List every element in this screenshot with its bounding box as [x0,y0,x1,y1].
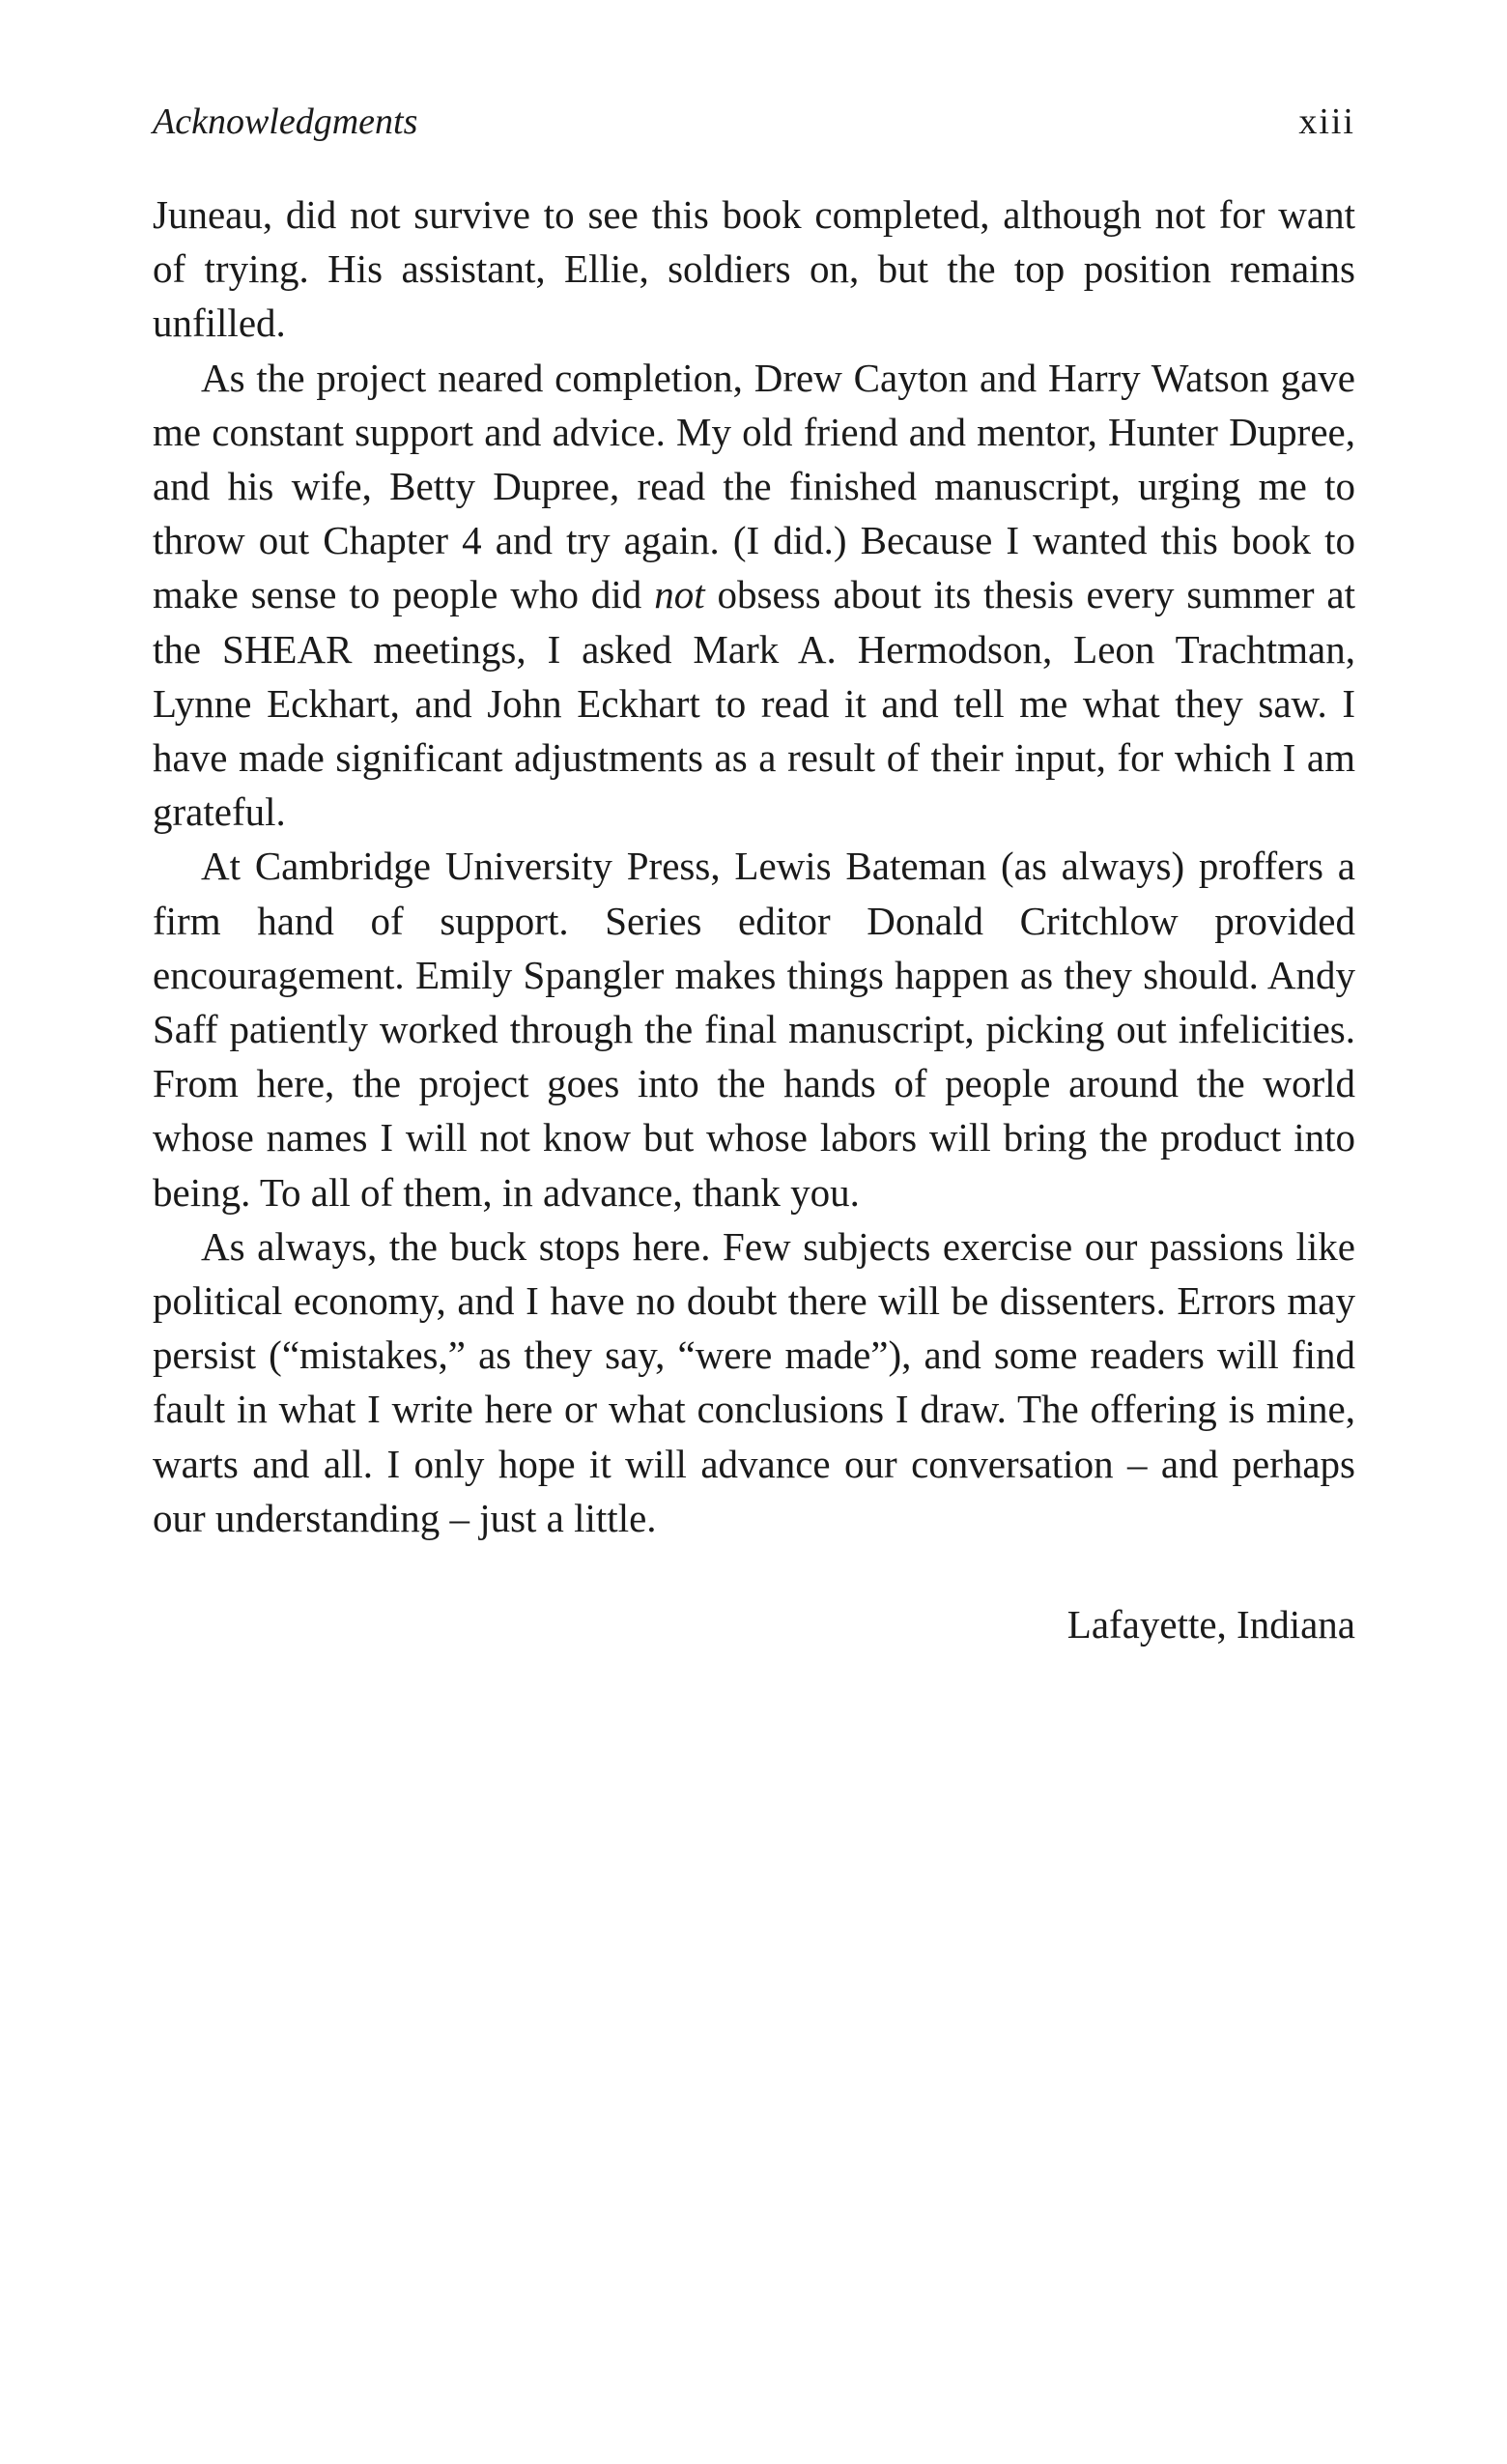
body-text [153,187,1355,1545]
signoff-location: Lafayette, Indiana [1066,1602,1355,1647]
paragraph-cambridge-press: At Cambridge University Press, Lewis Bateman (as always) proffers a firm hand of support. Series editor Donald Critchlow provided encouragement. Emily Spangler makes things happen as they should. Andy Saff patiently worked through the final manuscript, picking out infelicities. From here, the project goes into the hands of people around the world whose names I will not know but whose labors will bring the product into being. To all of them, in advance, thank you. [153,844,1355,1215]
paragraph-closing: As always, the buck stops here. Few subjects exercise our passions like political economy, and I have no doubt there will be dissenters. Errors may persist (“mistakes,” as they say, “were made”), and some readers will find fault in what I write here or what conclusions I draw. The offering is mine, warts and all. I only hope it will advance our conversation – and perhaps our understanding – just a little. [153,1223,1355,1540]
paragraph-text-after-emphasis: obsess about its thesis every summer at the SHEAR meetings, I asked Mark A. Hermodson, Leon Trachtman, Lynne Eckhart, and John Eckhart to read it and tell me what they saw. I have made significant adjustments as a result of their input, for which I am grateful. [153,572,1355,835]
paragraph-completion-support [153,351,1355,840]
paragraph-continuation: Juneau, did not survive to see this book completed, although not for want of trying. His assistant, Ellie, soldiers on, but the top position remains unfilled. [153,192,1355,346]
paragraph-text-before-emphasis: As the project neared completion, Drew Cayton and Harry Watson gave me constant support and advice. My old friend and mentor, Hunter Dupree, and his wife, Betty Dupree, read the finished manuscript, urging me to throw out Chapter 4 and try again. (I did.) Because I wanted this book to make sense to people who did [153,355,1355,617]
emphasized-word: not [654,572,705,617]
book-page [153,97,1355,1651]
running-head [153,97,1355,147]
page-number: xiii [1298,101,1355,142]
running-head-title: Acknowledgments [153,101,418,142]
